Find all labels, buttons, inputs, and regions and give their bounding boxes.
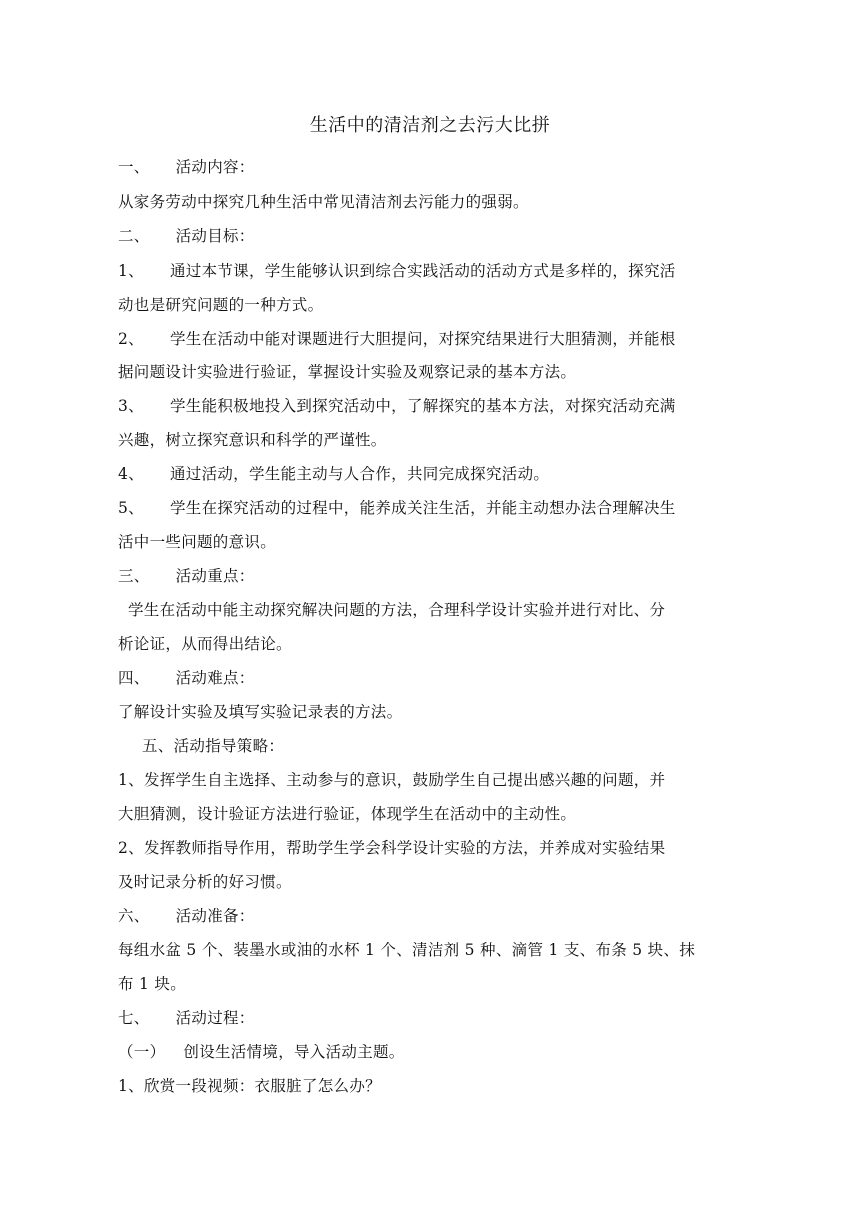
section-1-body: 从家务劳动中探究几种生活中常见清洁剂去污能力的强弱。	[118, 193, 529, 211]
strategy-2-line-1: 2、发挥教师指导作用，帮助学生学会科学设计实验的方法，并养成对实验结果	[118, 839, 666, 857]
section-heading-text: 活动目标：	[175, 227, 255, 245]
body-text: 学生在活动中能主动探究解决问题的方法，合理科学设计实验并进行对比、分	[128, 601, 666, 619]
item-number: 5、	[118, 499, 144, 517]
item-number: 2、	[118, 330, 144, 348]
section-number: 六、	[118, 907, 150, 925]
section-heading-text: 活动难点：	[175, 669, 255, 687]
section-7-item-1: 1、欣赏一段视频：衣服脏了怎么办？	[118, 1077, 381, 1095]
section-heading-text: 活动重点：	[175, 567, 255, 585]
objective-2-line-2: 据问题设计实验进行验证，掌握设计实验及观察记录的基本方法。	[118, 363, 577, 381]
subsection-text: 创设生活情境，导入活动主题。	[183, 1043, 405, 1061]
objective-3-line-2: 兴趣，树立探究意识和科学的严谨性。	[118, 431, 387, 449]
objective-4-line-1	[118, 464, 738, 484]
objective-5-line-1	[118, 498, 738, 518]
strategy-1-line-1: 1、发挥学生自主选择、主动参与的意识，鼓励学生自己提出感兴趣的问题，并	[118, 771, 666, 789]
section-heading-text: 活动过程：	[175, 1009, 255, 1027]
section-heading-text: 活动内容：	[175, 158, 255, 176]
document-title: 生活中的清洁剂之去污大比拼	[309, 115, 551, 136]
section-number: 一、	[118, 158, 150, 176]
item-text: 学生在活动中能对课题进行大胆提问，对探究结果进行大胆猜测，并能根	[169, 330, 676, 348]
item-text: 学生在探究活动的过程中，能养成关注生活，并能主动想办法合理解决生	[169, 499, 676, 517]
section-2-heading	[118, 226, 738, 246]
subsection-number: （一）	[118, 1043, 166, 1061]
section-number: 四、	[118, 669, 150, 687]
item-text: 学生能积极地投入到探究活动中，了解探究的基本方法，对探究活动充满	[169, 397, 676, 415]
section-3-heading	[118, 566, 738, 586]
strategy-2-line-2: 及时记录分析的好习惯。	[118, 873, 292, 891]
section-5-heading	[118, 736, 738, 756]
objective-1-line-1	[118, 261, 738, 281]
item-text: 通过本节课，学生能够认识到综合实践活动的活动方式是多样的，探究活	[169, 262, 676, 280]
objective-2-line-1	[118, 329, 738, 349]
section-heading-text: 活动准备：	[175, 907, 255, 925]
section-number: 三、	[118, 567, 150, 585]
section-6-heading	[118, 906, 738, 926]
section-7-subheading	[118, 1042, 738, 1062]
strategy-1-line-2: 大胆猜测，设计验证方法进行验证，体现学生在活动中的主动性。	[118, 805, 577, 823]
item-number: 4、	[118, 465, 144, 483]
section-1-heading	[118, 157, 738, 177]
section-3-body-line-1	[118, 600, 738, 620]
section-4-body: 了解设计实验及填写实验记录表的方法。	[118, 703, 403, 721]
section-4-heading	[118, 668, 738, 688]
section-6-body-line-1: 每组水盆 5 个、装墨水或油的水杯 1 个、清洁剂 5 种、滴管 1 支、布条 5 块、抹	[118, 941, 696, 959]
item-text: 通过活动，学生能主动与人合作，共同完成探究活动。	[169, 465, 550, 483]
objective-3-line-1	[118, 396, 738, 416]
section-7-heading	[118, 1008, 738, 1028]
section-number: 七、	[118, 1009, 150, 1027]
objective-1-line-2: 动也是研究问题的一种方式。	[118, 296, 324, 314]
objective-5-line-2: 活中一些问题的意识。	[118, 533, 277, 551]
section-6-body-line-2: 布 1 块。	[118, 975, 187, 993]
item-number: 1、	[118, 262, 144, 280]
section-heading-text: 五、活动指导策略：	[142, 737, 285, 755]
item-number: 3、	[118, 397, 144, 415]
section-3-body-line-2: 析论证，从而得出结论。	[118, 635, 292, 653]
section-number: 二、	[118, 227, 150, 245]
